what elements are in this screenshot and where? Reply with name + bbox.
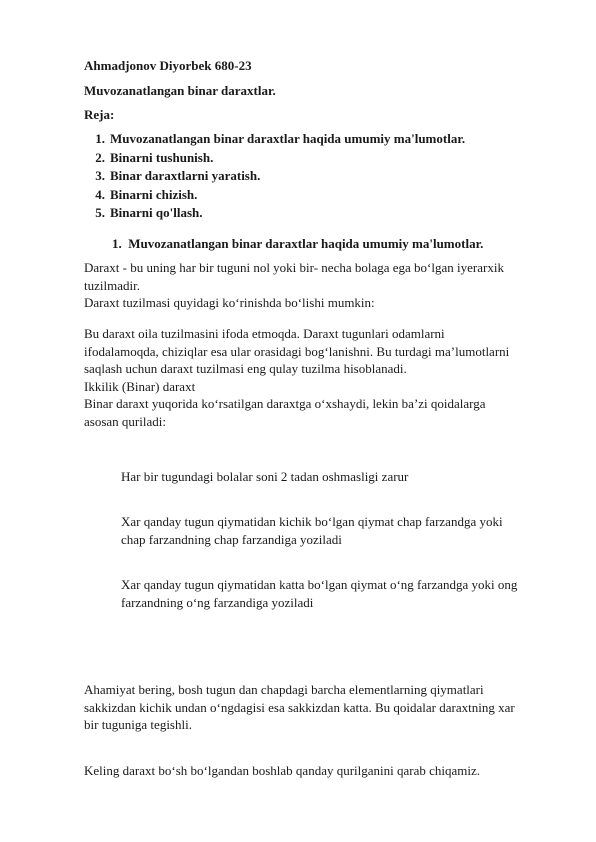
plan-list: [84, 130, 465, 223]
rule-item: Xar qanday tugun qiymatidan kichik bo‘lgan qiymat chap farzandga yoki chap farzandning chap farzandiga yoziladi: [121, 514, 503, 547]
rule-item: Har bir tugundagi bolalar soni 2 tadan oshmasligi zarur: [121, 469, 409, 484]
paragraph-binary-tree: Bu daraxt oila tuzilmasini ifoda etmoqda. Daraxt tugunlari odamlarni ifodalamoqda, chiziqlar esa ular orasidagi bog‘lanishni. Bu turdagi ma’lumotlarni saqlash uchun daraxt tuzilmasi eng qulay tuzilma hisoblanadi. Ikkilik (Binar) daraxt Binar daraxt yuqorida ko‘rsatilgan daraxtga o‘xshaydi, lekin ba’zi qoidalarga asosan quriladi:: [84, 326, 510, 429]
paragraph-next-step: Keling daraxt bo‘sh bo‘lgandan boshlab qanday qurilganini qarab chiqamiz.: [84, 763, 481, 778]
plan-item: 4. Binarni chizish.: [95, 186, 198, 202]
section-title: Muvozanatlangan binar daraxtlar haqida umumiy ma'lumotlar.: [128, 236, 484, 251]
section-heading: [112, 236, 483, 252]
document-topic: Muvozanatlangan binar daraxtlar.: [84, 83, 276, 98]
paragraph-observation: Ahamiyat bering, bosh tugun dan chapdagi barcha elementlarning qiymatlari sakkizdan kichik undan o‘ngdagisi esa sakkizdan katta. Bu qoidalar daraxtning xar bir tuguniga tegishli.: [84, 682, 515, 732]
author-line: Ahmadjonov Diyorbek 680-23: [84, 58, 252, 73]
plan-item: 5. Binarni qo'llash.: [95, 205, 203, 220]
plan-item: 2. Binarni tushunish.: [95, 149, 214, 165]
rule-item: Xar qanday tugun qiymatidan katta bo‘lgan qiymat o‘ng farzandga yoki ong farzandning o‘ng farzandiga yoziladi: [121, 577, 518, 610]
plan-item: 1. Muvozanatlangan binar daraxtlar haqida umumiy ma'lumotlar.: [95, 131, 466, 146]
paragraph-definition: Daraxt - bu uning har bir tuguni nol yoki bir- necha bolaga ega bo‘lgan iyerarxik tuzilmadir. Daraxt tuzilmasi quyidagi ko‘rinishda bo‘lishi mumkin:: [84, 260, 504, 310]
plan-label: Reja:: [84, 107, 115, 122]
section-number: 1.: [112, 236, 122, 251]
plan-item: 3. Binar daraxtlarni yaratish.: [95, 168, 261, 183]
